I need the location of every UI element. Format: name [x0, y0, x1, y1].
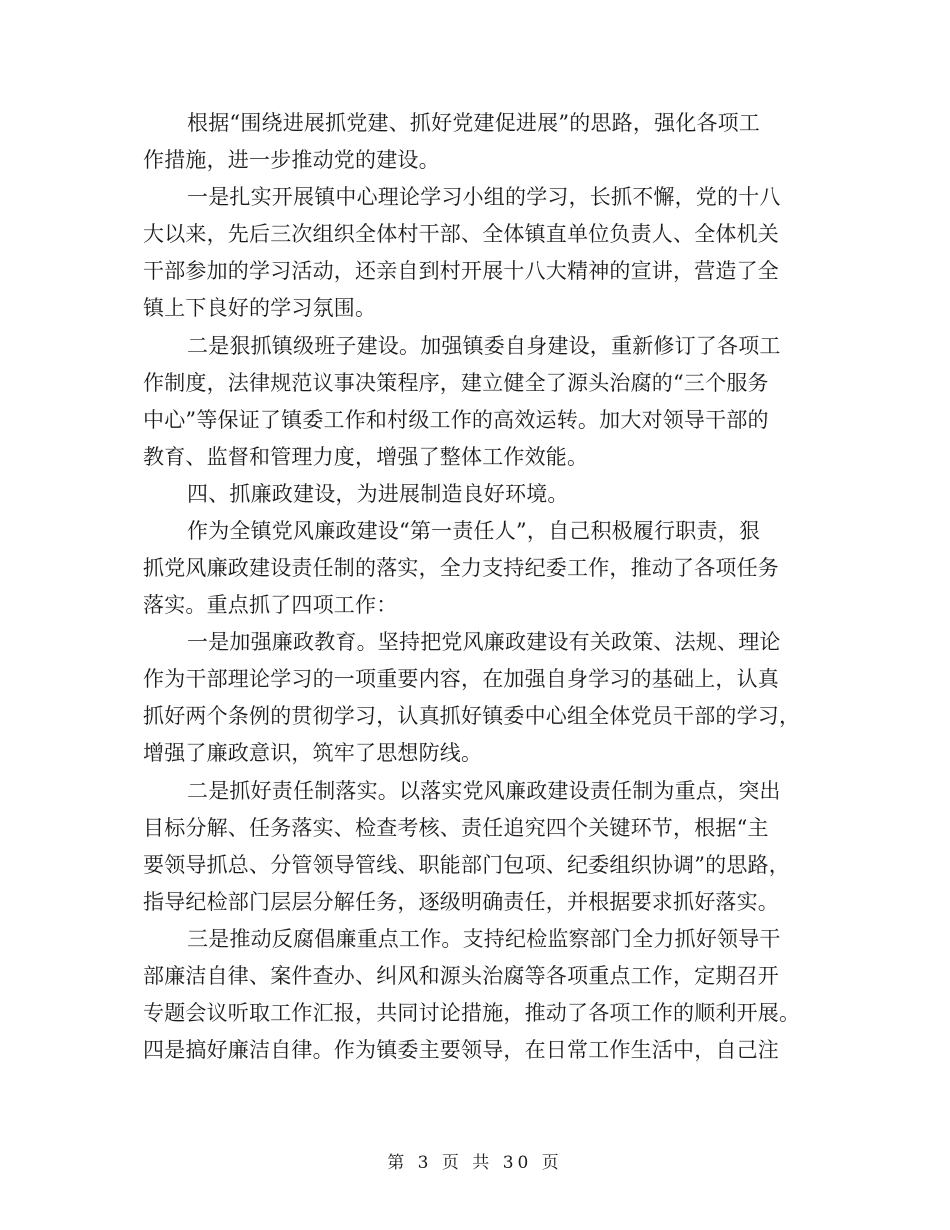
- page-number-footer: 第 3 页 共 30 页: [387, 1153, 563, 1173]
- text-line: 增强了廉政意识，筑牢了思想防线。: [143, 741, 483, 765]
- text-line: 二是抓好责任制落实。以落实党风廉政建设责任制为重点，突出: [187, 779, 781, 803]
- text-line: 抓好两个条例的贯彻学习，认真抓好镇委中心组全体党员干部的学习，: [143, 704, 801, 728]
- text-line: 教育、监督和管理力度，增强了整体工作效能。: [143, 445, 589, 469]
- text-line: 四是搞好廉洁自律。作为镇委主要领导，在日常工作生活中，自己注: [143, 1038, 779, 1062]
- text-line: 目标分解、任务落实、检查考核、责任追究四个关键环节，根据“主: [143, 816, 769, 840]
- text-line: 一是扎实开展镇中心理论学习小组的学习，长抓不懈，党的十八: [187, 185, 781, 209]
- section-heading: 四、抓廉政建设，为进展制造良好环境。: [187, 482, 569, 506]
- text-line: 大以来，先后三次组织全体村干部、全体镇直单位负责人、全体机关: [143, 222, 779, 246]
- text-line: 作为全镇党风廉政建设“第一责任人”，自己积极履行职责，狠: [187, 519, 761, 543]
- text-line: 要领导抓总、分管领导管线、职能部门包项、纪委组织协调”的思路，: [143, 853, 790, 877]
- text-line: 作措施，进一步推动党的建设。: [143, 148, 440, 172]
- text-line: 一是加强廉政教育。坚持把党风廉政建设有关政策、法规、理论: [187, 630, 781, 654]
- text-line: 部廉洁自律、案件查办、纠风和源头治腐等各项重点工作，定期召开: [143, 964, 779, 988]
- text-line: 根据“围绕进展抓党建、抓好党建促进展”的思路，强化各项工: [187, 111, 761, 135]
- text-line: 专题会议听取工作汇报，共同讨论措施，推动了各项工作的顺利开展。: [143, 1001, 801, 1025]
- text-line: 作为干部理论学习的一项重要内容，在加强自身学习的基础上，认真: [143, 667, 779, 691]
- text-line: 干部参加的学习活动，还亲自到村开展十八大精神的宣讲，营造了全: [143, 259, 779, 283]
- text-line: 作制度，法律规范议事决策程序，建立健全了源头治腐的“三个服务: [143, 371, 769, 395]
- text-line: 落实。重点抓了四项工作：: [143, 593, 398, 617]
- text-line: 二是狠抓镇级班子建设。加强镇委自身建设，重新修订了各项工: [187, 334, 781, 358]
- text-line: 镇上下良好的学习氛围。: [143, 296, 377, 320]
- text-line: 三是推动反腐倡廉重点工作。支持纪检监察部门全力抓好领导干: [187, 927, 781, 951]
- text-line: 抓党风廉政建设责任制的落实，全力支持纪委工作，推动了各项任务: [143, 556, 779, 580]
- text-line: 中心”等保证了镇委工作和村级工作的高效运转。加大对领导干部的: [143, 408, 769, 432]
- text-line: 指导纪检部门层层分解任务，逐级明确责任，并根据要求抓好落实。: [143, 890, 779, 914]
